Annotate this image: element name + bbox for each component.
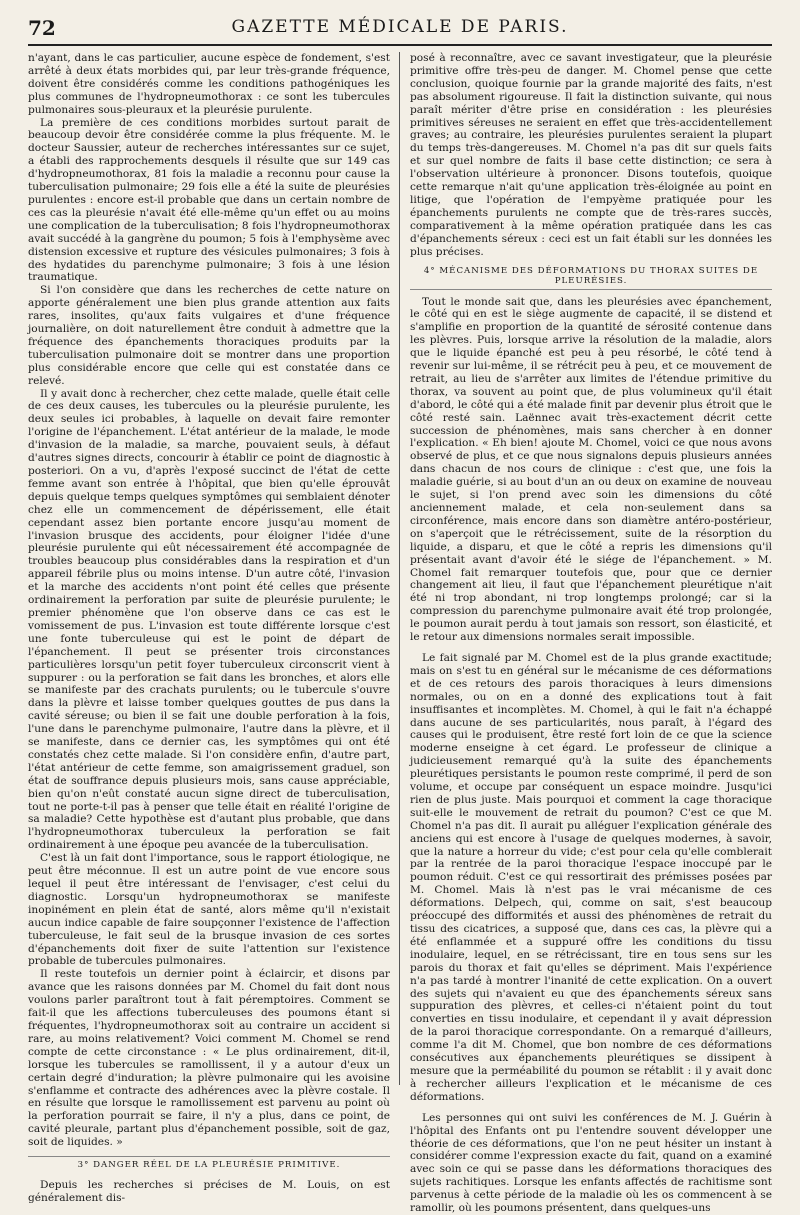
paragraph: La première de ces conditions morbides surtout parait de beaucoup devoir être considérée comme la plus fréquente. M. le docteur Saussier, auteur de recherches intéressantes sur ce sujet, a établi des rapprochements desquels il résulte que sur 149 cas d'hydropneumothorax, 81 fois la maladie a reconnu pour cause la tuberculisation pulmonaire; 29 fois elle a été la suite de pleurésies purulentes : encore est-il probable que dans un certain nombre de ces cas la pleurésie n'avait été elle-même qu'un effet ou au moins une complication de la tuberculisation; 8 fois l'hydropneumothorax avait succédé à la gangrène du poumon; 5 fois à l'emphysème avec distension excessive et rupture des vésicules pulmonaires; 3 fois à des hydatides du parenchyme pulmonaire; 3 fois à une lésion traumatique. [28, 116, 390, 284]
paragraph: n'ayant, dans le cas particulier, aucune espèce de fondement, s'est arrêté à deux états morbides qui, par leur très-grande fréquence, doivent être considérés comme les conditions pathogéniques les plus communes de l'hydropneumothorax : ce sont les tubercules pulmonaires sous-pleuraux et la pleurésie purulente. [28, 52, 390, 116]
paragraph: C'est là un fait dont l'importance, sous le rapport étiologique, ne peut être méconnue. Il est un autre point de vue encore sous lequel il peut être intéressant de l'envisager, c'est celui du diagnostic. Lorsqu'un hydropneumothorax se manifeste inopinément en plein état de santé, alors même qu'il n'existait aucun indice capable de faire soupçonner l'existence de l'affection tuberculeuse, le fait seul de la brusque invasion de ces sortes d'épanchements doit fixer de suite l'attention sur l'existence probable de tubercules pulmonaires. [28, 852, 390, 968]
section-heading: 3° DANGER RÉEL DE LA PLEURÉSIE PRIMITIVE. [28, 1156, 390, 1173]
column-divider [399, 52, 400, 1085]
paragraph: Si l'on considère que dans les recherches de cette nature on apporte généralement une bien plus grande attention aux faits rares, insolites, qu'aux faits vulgaires et d'une fréquence journalière, on doit naturellement être conduit à admettre que la fréquence des épanchements thoraciques produits par la tuberculisation pulmonaire doit se montrer dans une proportion plus considérable encore que celle qui est constatée dans ce relevé. [28, 284, 390, 387]
section-heading: 4° MÉCANISME DES DÉFORMATIONS DU THORAX SUITES DE PLEURÉSIES. [410, 266, 772, 290]
paragraph: Tout le monde sait que, dans les pleurésies avec épanchement, le côté qui en est le siège augmente de capacité, il se distend et s'amplifie en proportion de la quantité de sérosité contenue dans les plèvres. Puis, lorsque arrive la résolution de la maladie, alors que le liquide épanché est peu à peu résorbé, le côté tend à revenir sur lui-même, il se rétrécit peu à peu, et ce mouvement de retrait, au lieu de s'arrêter aux limites de l'étendue primitive du thorax, va souvent au point que, de plus volumineux qu'il était d'abord, le côté qui a été malade finit par devenir plus étroit que le côté resté sain. Laënnec avait très-exactement décrit cette succession de phénomènes, mais sans chercher à en donner l'explication. « Eh bien! ajoute M. Chomel, voici ce que nous avons observé de plus, et ce que nous signalons depuis plusieurs années dans chacun de nos cours de clinique : c'est que, une fois la maladie guérie, si au bout d'un an ou deux on examine de nouveau le sujet, si l'on prend avec soin les dimensions du côté anciennement malade, et cela non-seulement dans sa circonférence, mais encore dans son diamètre antéro-postérieur, on s'aperçoit que le rétrécissement, suite de la résorption du liquide, a disparu, et que le côté a repris les dimensions qu'il présentait avant d'avoir été le siége de l'épanchement. » M. Chomel fait remarquer toutefois que, pour que ce dernier changement ait lieu, il faut que l'épanchement pleurétique n'ait été ni trop abondant, ni trop longtemps prolongé; car si la compression du parenchyme pulmonaire avait été trop prolongée, le poumon aurait perdu à tout jamais son ressort, son élasticité, et le retour aux dimensions normales serait impossible. [410, 295, 772, 644]
paragraph: Le fait signalé par M. Chomel est de la plus grande exactitude; mais on s'est tu en général sur le mécanisme de ces déformations et de ces retours des parois thoraciques à leurs dimensions normales, ou on en a donné des explications tout à fait insuffisantes et incomplètes. M. Chomel, à qui le fait n'a échappé dans aucune de ses particularités, nous paraît, à l'égard des causes qui le produisent, être resté fort loin de ce que la science moderne enseigne à cet égard. Le professeur de clinique a judicieusement remarqué qu'à la suite des épanchements pleurétiques persistants le poumon reste comprimé, il perd de son volume, et occupe par conséquent un espace moindre. Jusqu'ici rien de plus juste. Mais pourquoi et comment la cage thoracique suit-elle le mouvement de retrait du poumon? C'est ce que M. Chomel n'a pas dit. Il aurait pu alléguer l'explication générale des anciens qui est encore à l'usage de quelques modernes, à savoir, que la nature a horreur du vide; c'est pour cela qu'elle comblerait par la rentrée de la paroi thoracique l'espace inoccupé par le poumon réduit. C'est ce qui ressortirait des prémisses posées par M. Chomel. Mais là n'est pas le vrai mécanisme de ces déformations. Delpech, qui, comme on sait, s'est beaucoup préoccupé des difformités et aussi des phénomènes de retrait du tissu des cicatrices, a supposé que, dans ces cas, la plèvre qui a été enflammée et a suppuré offre les conditions du tissu inodulaire, lequel, en se rétrécissant, tire en tous sens sur les parois du thorax et fait qu'elles se dépriment. Mais l'expérience n'a pas tardé à montrer l'inanité de cette explication. On a ouvert des sujets qui n'avaient eu que des épanchements séreux sans suppuration des plèvres, et celles-ci n'étaient point du tout converties en tissu inodulaire, et cependant il y avait dépression de la paroi thoracique correspondante. On a remarqué d'ailleurs, comme l'a dit M. Chomel, que bon nombre de ces déformations consécutives aux épanchements pleurétiques se dissipent à mesure que la perméabilité du poumon se rétablit : il y avait donc à rechercher ailleurs l'explication et le mécanisme de ces déformations. [410, 651, 772, 1103]
paragraph: posé à reconnaître, avec ce savant investigateur, que la pleurésie primitive offre très-peu de danger. M. Chomel pense que cette conclusion, quoique fournie par la grande majorité des faits, n'est pas absolument rigoureuse. Il fait la distinction suivante, qui nous paraît mériter d'être prise en considération : les pleurésies primitives séreuses ne seraient en effet que très-accidentellement graves; au contraire, les pleurésies purulentes seraient la plupart du temps très-dangereuses. M. Chomel n'a pas dit sur quels faits et sur quel nombre de faits il base cette distinction; ce sera à l'observation ultérieure à prononcer. Disons toutefois, quoique cette remarque n'ait qu'une application très-éloignée au point en litige, que l'opération de l'empyème pratiquée pour les épanchements purulents ne compte que de très-rares succès, comparativement à la même opération pratiquée dans les cas d'épanchements séreux : ceci est un fait établi sur les données les plus précises. [410, 52, 772, 258]
journal-title: GAZETTE MÉDICALE DE PARIS. [231, 17, 569, 37]
page-header [28, 14, 772, 46]
text-columns [28, 52, 772, 1215]
page-number: 72 [28, 16, 56, 40]
right-column [410, 52, 772, 1215]
paragraph: Les personnes qui ont suivi les conférences de M. J. Guérin à l'hôpital des Enfants ont pu l'entendre souvent développer une théorie de ces déformations, que l'on ne peut hésiter un instant à considérer comme l'expression exacte du fait, quand on a examiné avec soin ce qui se passe dans les déformations thoraciques des sujets rachitiques. Lorsque les enfants affectés de rachitisme sont parvenus à cette période de la maladie où les os commencent à se ramollir, où les poumons présentent, dans quelques-uns [410, 1111, 772, 1215]
left-column [28, 52, 390, 1204]
paragraph: Il reste toutefois un dernier point à éclaircir, et disons par avance que les raisons données par M. Chomel du fait dont nous voulons parler paraîtront tout à fait péremptoires. Comment se fait-il que les affections tuberculeuses des poumons étant si fréquentes, l'hydropneumothorax soit au contraire un accident si rare, au moins relativement? Voici comment M. Chomel se rend compte de cette circonstance : « Le plus ordinairement, dit-il, lorsque les tubercules se ramollissent, il y a autour d'eux un certain degré d'induration; la plèvre pulmonaire qui les avoisine s'enflamme et contracte des adhérences avec la plèvre costale. Il en résulte que lorsque le ramollissement est parvenu au point où la perforation pourrait se faire, il n'y a plus, dans ce point, de cavité pleurale, partant plus d'épanchement possible, soit de gaz, soit de liquides. » [28, 968, 390, 1149]
paragraph: Depuis les recherches si précises de M. Louis, on est généralement dis- [28, 1179, 390, 1204]
paragraph: Il y avait donc à rechercher, chez cette malade, quelle était celle de ces deux causes, les tubercules ou la pleurésie purulente, les deux seules ici probables, à laquelle on devait faire remonter l'origine de l'épanchement. L'état antérieur de la malade, le mode d'invasion de la maladie, sa marche, pouvaient seuls, à défaut d'autres signes directs, concourir à établir ce point de diagnostic à posteriori. On a vu, d'après l'exposé succinct de l'état de cette femme avant son entrée à l'hôpital, que bien qu'elle éprouvât depuis quelque temps quelques symptômes qui semblaient dénoter chez elle un commencement de dépérissement, elle était cependant assez bien portante encore jusqu'au moment de l'invasion brusque des accidents, pour éloigner l'idée d'une pleurésie purulente qui eût nécessairement été accompagnée de troubles beaucoup plus considérables dans la respiration et d'un appareil fébrile plus ou moins intense. D'un autre côté, l'invasion et la marche des accidents n'ont point été celles que présente ordinairement la perforation par suite de pleurésie purulente; le premier phénomène que l'on observe dans ce cas est le vomissement de pus. L'invasion est toute différente lorsque c'est une fonte tuberculeuse qui est le point de départ de l'épanchement. Il peut se présenter trois circonstances particulières lorsqu'un petit foyer tuberculeux circonscrit vient à suppurer : ou la perforation se fait dans les bronches, et alors elle se manifeste par des crachats purulents; ou le tubercule s'ouvre dans la plèvre et laisse tomber quelques gouttes de pus dans la cavité séreuse; ou bien il se fait une double perforation à la fois, l'une dans le parenchyme pulmonaire, l'autre dans la plèvre, et il se manifeste, dans ce dernier cas, les symptômes qui ont été constatés chez cette malade. Si l'on considère enfin, d'autre part, l'état antérieur de cette femme, son amaigrissement graduel, son état de souffrance depuis plusieurs mois, sans cause appréciable, bien qu'on n'eût constaté aucun signe direct de tuberculisation, tout ne porte-t-il pas à penser que telle était en réalité l'origine de sa maladie? Cette hypothèse est d'autant plus probable, que dans l'hydropneumothorax tuberculeux la perforation se fait ordinairement à une époque peu avancée de la tuberculisation. [28, 387, 390, 852]
